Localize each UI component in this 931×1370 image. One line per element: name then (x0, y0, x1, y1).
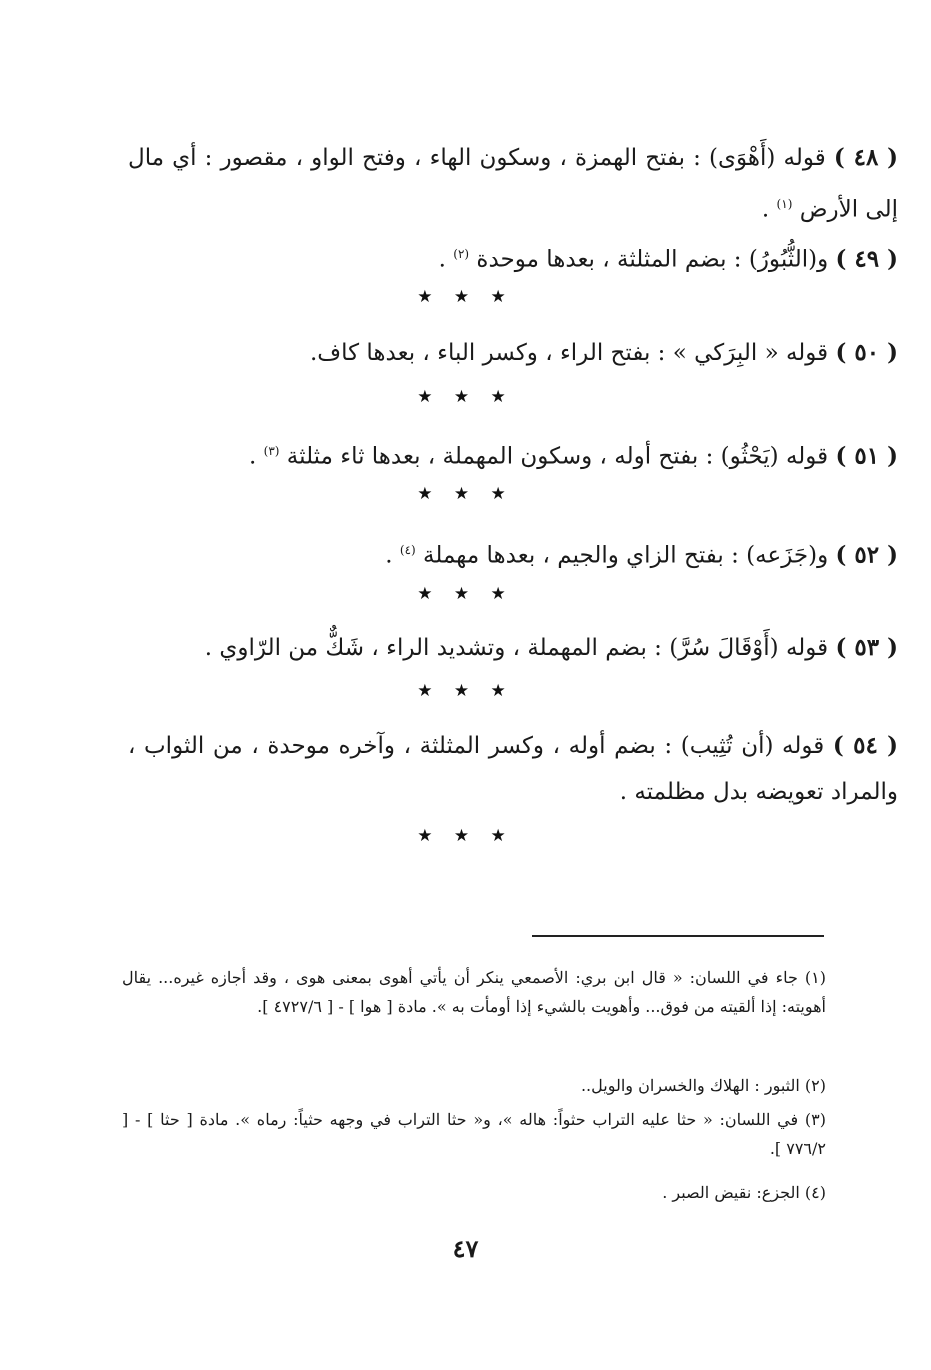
footnote-number: (١) (804, 968, 827, 987)
entry-end: . (438, 246, 446, 273)
entry-end: . (385, 542, 393, 569)
entry-number: ( ٥٤ ) (832, 732, 899, 759)
footnote-text: الجزع: نقيض الصبر . (662, 1183, 800, 1202)
section-separator: ★ ★ ★ (417, 387, 514, 407)
section-separator: ★ ★ ★ (417, 826, 514, 846)
entry-number: ( ٥٢ ) (835, 541, 898, 569)
entry-text: و(الثُّبُورُ) : بضم المثلثة ، بعدها موحدة (476, 246, 829, 273)
footnote-marker: (٤) (399, 543, 416, 557)
entry-number: ( ٤٨ ) (833, 144, 899, 171)
entry-text: قوله (أَوْقَالَ سُرَّ) : بضم المهملة ، وتشديد الراء ، شَكٌّ من الرّاوي . (204, 635, 829, 661)
page-number: ٤٧ (452, 1234, 479, 1263)
entry-text: قوله (يَحْثُو) : بفتح أوله ، وسكون المهملة ، بعدها ثاء مثلثة (286, 443, 829, 470)
entry-51 (128, 428, 898, 480)
entry-text: قوله (أَهْوَى) : بفتح الهمزة ، وسكون الهاء ، وفتح الواو ، مقصور : أي مال إلى الأرض (128, 145, 898, 223)
entry-54 (128, 723, 898, 815)
entry-number: ( ٥٠ ) (835, 339, 898, 366)
footnote-number: (٤) (804, 1183, 826, 1202)
footnote-divider (532, 935, 824, 937)
entry-number: ( ٤٩ ) (835, 245, 898, 273)
entry-48 (128, 135, 898, 233)
section-separator: ★ ★ ★ (417, 584, 514, 604)
entry-49 (128, 231, 898, 283)
footnote-marker: (٢) (453, 247, 470, 261)
footnote-number: (٢) (804, 1076, 826, 1095)
footnote-marker: (٣) (263, 444, 280, 458)
footnote-2 (122, 1071, 826, 1100)
footnote-number: (٣) (804, 1110, 826, 1129)
section-separator: ★ ★ ★ (417, 681, 514, 701)
entry-number: ( ٥١ ) (835, 442, 898, 470)
entry-53 (128, 625, 898, 671)
footnote-3 (122, 1105, 826, 1163)
footnote-text: الثبور : الهلاك والخسران والويل.. (580, 1076, 800, 1095)
entry-text: قوله (أن تُثِيب) : بضم أوله ، وكسر المثلثة ، وآخره موحدة ، من الثواب ، والمراد تعويضه بدل مظلمته . (128, 733, 898, 805)
footnote-4 (122, 1178, 826, 1207)
entry-end: . (249, 443, 257, 470)
footnote-text: جاء في اللسان: « قال ابن بري: الأصمعي ينكر أن يأتي أهوى بمعنى هوى ، وقد أجازه غيره... يقال أهويته: إذا ألقيته من فوق... وأهويت بالشيء إذا أومأت به ». مادة [ هوا ] - [ ٤٧٢٧/٦ ]. (122, 968, 826, 1016)
entry-52 (128, 527, 898, 579)
footnote-marker: (١) (776, 197, 793, 211)
section-separator: ★ ★ ★ (417, 484, 514, 504)
footnote-1 (122, 963, 826, 1021)
entry-end: . (761, 196, 770, 223)
entry-number: ( ٥٣ ) (835, 634, 898, 661)
footnote-text: في اللسان: « حثا عليه التراب حثواً: هاله »، و« حثا التراب في وجهه حثياً: رماه ». مادة [ حثا ] - [ ٧٧٦/٢ ]. (122, 1110, 826, 1158)
entry-text: و(جَزَعه) : بفتح الزاي والجيم ، بعدها مهملة (423, 542, 829, 569)
entry-50 (128, 330, 898, 376)
entry-text: قوله « البِرَكي » : بفتح الراء ، وكسر الباء ، بعدها كاف. (309, 340, 829, 366)
section-separator: ★ ★ ★ (417, 287, 514, 307)
